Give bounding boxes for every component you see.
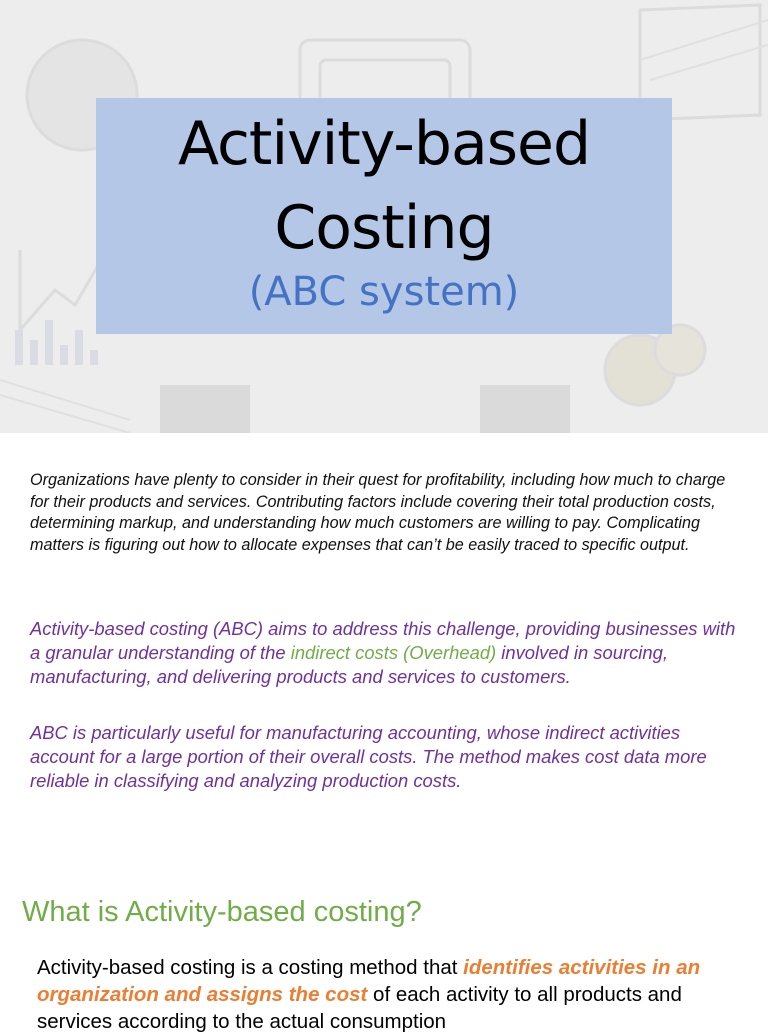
abc-paragraph-text-start: Activity-based costing (ABC) aims to address this challenge, providing businesses with a granular understanding of the [30,618,736,663]
page-title-line-2: Costing [274,193,494,263]
title-box [96,98,672,334]
abc-paragraph-text-end: involved in sourcing, manufacturing, and delivering products and services to customers. [30,642,668,687]
definition-text-start: Activity-based costing is a costing method that [37,956,464,979]
section-heading: What is Activity-based costing? [22,896,422,928]
definition-paragraph [37,954,737,1035]
abc-usefulness-paragraph: ABC is particularly useful for manufacturing accounting, whose indirect activities account for a large portion of their overall costs. The method makes cost data more reliable in classifying and analyzing production costs. [30,722,707,791]
page-subtitle: (ABC system) [248,269,520,315]
definition-text-end: of each activity to all products and services according to the actual consumption [37,983,682,1033]
definition-highlight: identifies activities in an organization and assigns the cost [37,956,701,1006]
page-title-line-1: Activity-based [177,109,591,179]
indirect-costs-highlight: indirect costs (Overhead) [290,642,497,663]
abc-paragraph [30,617,742,689]
intro-paragraph: Organizations have plenty to consider in their quest for profitability, including how much to charge for their products and services. Contributing factors include covering their total production costs, determining markup, and understanding how much customers are willing to pay. Complicating matters is figuring out how to allocate expenses that can’t be easily traced to specific output. [30,471,726,554]
hero-banner [0,0,768,433]
